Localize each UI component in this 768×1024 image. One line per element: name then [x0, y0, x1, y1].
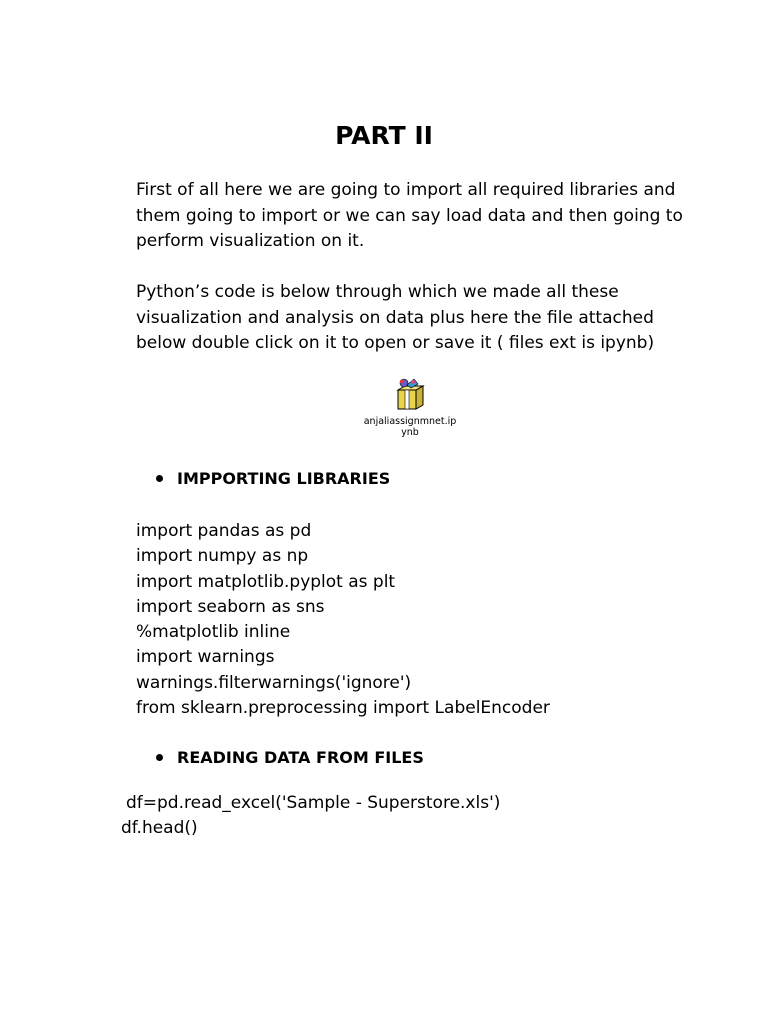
- description-paragraph: Python’s code is below through which we made all these visualization and analysis on data plus here the file attached below double click on it to open or save it ( files ext is ipynb): [136, 282, 655, 353]
- section-heading-label: READING DATA FROM FILES: [177, 748, 424, 767]
- code-line: import matplotlib.pyplot as plt: [136, 571, 396, 592]
- attachment-filename: anjaliassignmnet.ipynb: [363, 416, 457, 438]
- code-line: import pandas as pd: [136, 521, 312, 541]
- bullet-icon: [156, 475, 163, 482]
- code-block-imports: [136, 519, 696, 721]
- code-line: import warnings: [136, 647, 275, 668]
- code-line: from sklearn.preprocessing import LabelEncoder: [136, 698, 550, 719]
- section-heading-reading-data: [156, 747, 424, 769]
- embedded-file-attachment[interactable]: [340, 376, 480, 438]
- code-line: import numpy as np: [136, 546, 309, 567]
- code-line: %matplotlib inline: [136, 622, 291, 643]
- intro-paragraph: First of all here we are going to import all required libraries and them going to import or we can say load data and then going to perform visualization on it.: [136, 180, 683, 251]
- code-line: df=pd.read_excel('Sample - Superstore.xls'): [126, 793, 501, 813]
- code-line: import seaborn as sns: [136, 596, 325, 617]
- page-title: PART II: [335, 121, 433, 150]
- code-line: warnings.filterwarnings('ignore'): [136, 672, 412, 693]
- package-file-icon: [392, 376, 428, 412]
- section-heading-label: IMPPORTING LIBRARIES: [177, 469, 391, 488]
- section-heading-importing: [156, 468, 390, 490]
- bullet-icon: [156, 754, 163, 761]
- code-line: df.head(): [121, 818, 198, 838]
